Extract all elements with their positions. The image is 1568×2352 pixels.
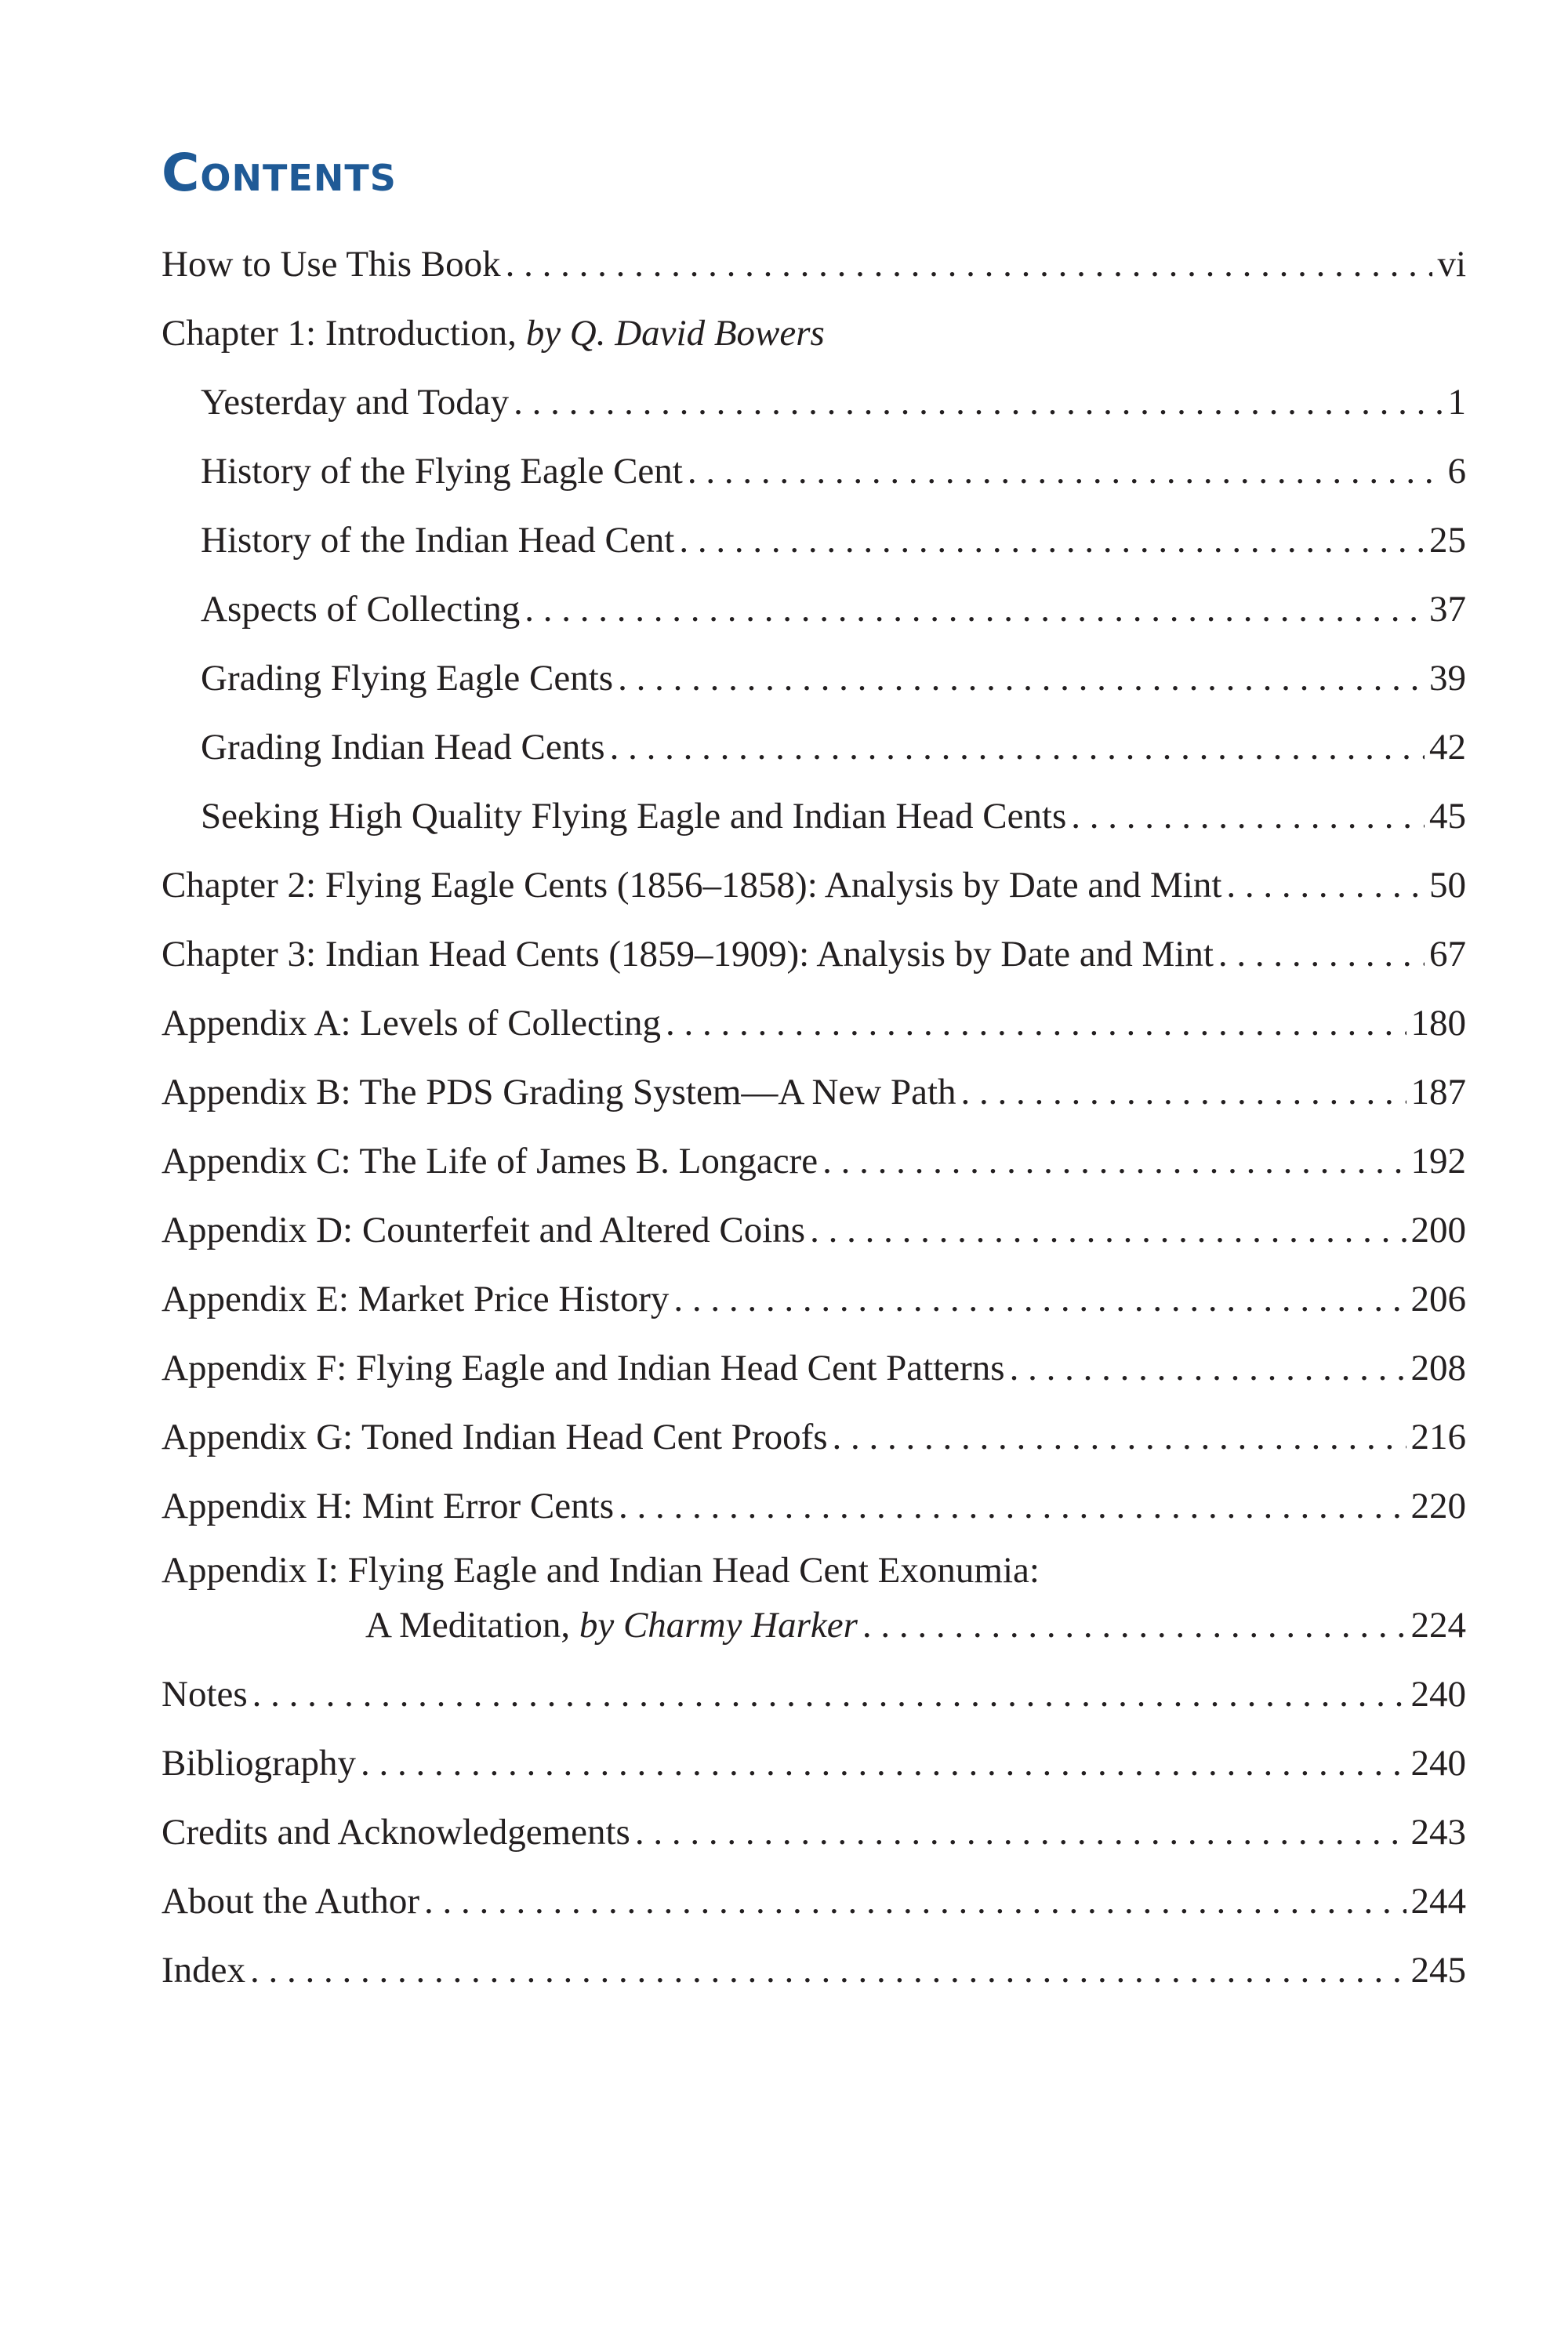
toc-entry-label: Appendix A: Levels of Collecting — [162, 1003, 662, 1044]
toc-entry — [162, 563, 1466, 632]
toc-entry — [162, 839, 1466, 908]
toc-entry — [162, 1115, 1466, 1184]
toc-entry — [162, 1322, 1466, 1391]
toc-entry — [162, 908, 1466, 977]
toc-entry — [162, 977, 1466, 1046]
toc-entry — [162, 632, 1466, 701]
toc-entry-label: Index — [162, 1950, 246, 1991]
toc-entry-label: History of the Indian Head Cent — [201, 520, 675, 561]
toc-entry — [162, 1184, 1466, 1253]
dot-leader — [1226, 862, 1425, 908]
toc-page-number: 39 — [1429, 658, 1466, 699]
toc-page-number: 50 — [1429, 865, 1466, 906]
toc-entry — [162, 701, 1466, 770]
toc-entry — [162, 1717, 1466, 1786]
dot-leader — [810, 1207, 1406, 1253]
dot-leader — [1218, 931, 1425, 977]
toc-page-number: 37 — [1429, 589, 1466, 630]
toc-page-number: 224 — [1410, 1605, 1466, 1646]
toc-entry-continuation — [162, 1593, 1466, 1648]
toc-entry-label: Grading Indian Head Cents — [201, 727, 605, 768]
toc-entry-label: Chapter 2: Flying Eagle Cents (1856–1858): Analysis by Date and Mint — [162, 865, 1222, 906]
toc-entry — [162, 287, 1466, 356]
toc-entry — [162, 1786, 1466, 1855]
toc-entry-label: Appendix G: Toned Indian Head Cent Proofs — [162, 1417, 828, 1457]
toc-list — [162, 218, 1466, 1993]
toc-page-number: 180 — [1410, 1003, 1466, 1044]
toc-page-number: 1 — [1447, 382, 1466, 423]
dot-leader — [1071, 793, 1425, 839]
dot-leader — [618, 655, 1425, 701]
toc-entry-label: Appendix C: The Life of James B. Longacre — [162, 1141, 818, 1181]
dot-leader — [666, 1000, 1406, 1046]
dot-leader — [862, 1602, 1406, 1648]
toc-entry-label: Appendix D: Counterfeit and Altered Coins — [162, 1210, 806, 1250]
toc-entry-label: Appendix I: Flying Eagle and Indian Head Cent Exonumia: — [162, 1550, 1040, 1591]
toc-page-number: vi — [1437, 244, 1466, 285]
toc-page-number: 67 — [1429, 934, 1466, 975]
dot-leader — [679, 517, 1425, 563]
dot-leader — [673, 1276, 1406, 1322]
dot-leader — [514, 379, 1443, 425]
dot-leader — [635, 1809, 1406, 1855]
toc-entry-label: How to Use This Book — [162, 244, 501, 285]
toc-entry-label: About the Author — [162, 1881, 419, 1922]
toc-entry-label: Seeking High Quality Flying Eagle and Indian Head Cents — [201, 796, 1067, 837]
toc-entry — [162, 1391, 1466, 1460]
toc-page-number: 243 — [1410, 1812, 1466, 1853]
toc-page-number: 216 — [1410, 1417, 1466, 1457]
dot-leader — [822, 1138, 1406, 1184]
dot-leader — [506, 241, 1433, 287]
toc-entry — [162, 1529, 1466, 1648]
toc-entry-label: Notes — [162, 1674, 248, 1715]
toc-entry-label: Yesterday and Today — [201, 382, 510, 423]
dot-leader — [252, 1671, 1406, 1717]
toc-entry — [162, 356, 1466, 425]
toc-entry-label: Appendix B: The PDS Grading System—A New Path — [162, 1072, 956, 1112]
toc-page-number: 200 — [1410, 1210, 1466, 1250]
dot-leader — [610, 724, 1425, 770]
toc-page-number: 206 — [1410, 1279, 1466, 1319]
toc-entry-byline: by Q. David Bowers — [525, 313, 825, 354]
toc-page-number: 45 — [1429, 796, 1466, 837]
page-title: Contents — [162, 143, 397, 203]
toc-entry — [162, 1648, 1466, 1717]
toc-page-number: 244 — [1410, 1881, 1466, 1922]
toc-entry — [162, 425, 1466, 494]
toc-entry — [162, 1460, 1466, 1529]
toc-page-number: 25 — [1429, 520, 1466, 561]
dot-leader — [619, 1483, 1406, 1529]
toc-page-number: 245 — [1410, 1950, 1466, 1991]
dot-leader — [524, 586, 1425, 632]
toc-page-number: 192 — [1410, 1141, 1466, 1181]
contents-page — [162, 141, 1466, 1993]
toc-entry-label: Chapter 3: Indian Head Cents (1859–1909): Analysis by Date and Mint — [162, 934, 1214, 975]
toc-page-number: 240 — [1410, 1674, 1466, 1715]
dot-leader — [688, 448, 1443, 494]
toc-entry — [162, 1855, 1466, 1924]
dot-leader — [833, 1414, 1406, 1460]
toc-entry — [162, 218, 1466, 287]
toc-entry-label: History of the Flying Eagle Cent — [201, 451, 683, 492]
dot-leader — [1010, 1345, 1406, 1391]
dot-leader — [961, 1069, 1406, 1115]
toc-entry-label: Appendix F: Flying Eagle and Indian Head Cent Patterns — [162, 1348, 1005, 1388]
dot-leader — [250, 1947, 1406, 1993]
toc-entry — [162, 1046, 1466, 1115]
toc-page-number: 240 — [1410, 1743, 1466, 1784]
toc-entry-label: Credits and Acknowledgements — [162, 1812, 630, 1853]
toc-entry — [162, 1253, 1466, 1322]
toc-entry — [162, 1924, 1466, 1993]
toc-entry — [162, 770, 1466, 839]
toc-entry-label-continued: A Meditation, — [365, 1605, 579, 1646]
toc-page-number: 220 — [1410, 1486, 1466, 1526]
toc-entry-byline: by Charmy Harker — [579, 1605, 858, 1646]
toc-entry-label: Aspects of Collecting — [201, 589, 521, 630]
dot-leader — [424, 1878, 1406, 1924]
toc-entry — [162, 494, 1466, 563]
toc-entry-label: Grading Flying Eagle Cents — [201, 658, 614, 699]
toc-entry-label: Bibliography — [162, 1743, 357, 1784]
toc-entry-label: Appendix H: Mint Error Cents — [162, 1486, 614, 1526]
toc-page-number: 6 — [1447, 451, 1466, 492]
toc-entry-label: Appendix E: Market Price History — [162, 1279, 670, 1319]
toc-page-number: 42 — [1429, 727, 1466, 768]
toc-entry-label: Chapter 1: Introduction, — [162, 313, 526, 354]
dot-leader — [361, 1740, 1406, 1786]
toc-page-number: 187 — [1410, 1072, 1466, 1112]
toc-page-number: 208 — [1410, 1348, 1466, 1388]
